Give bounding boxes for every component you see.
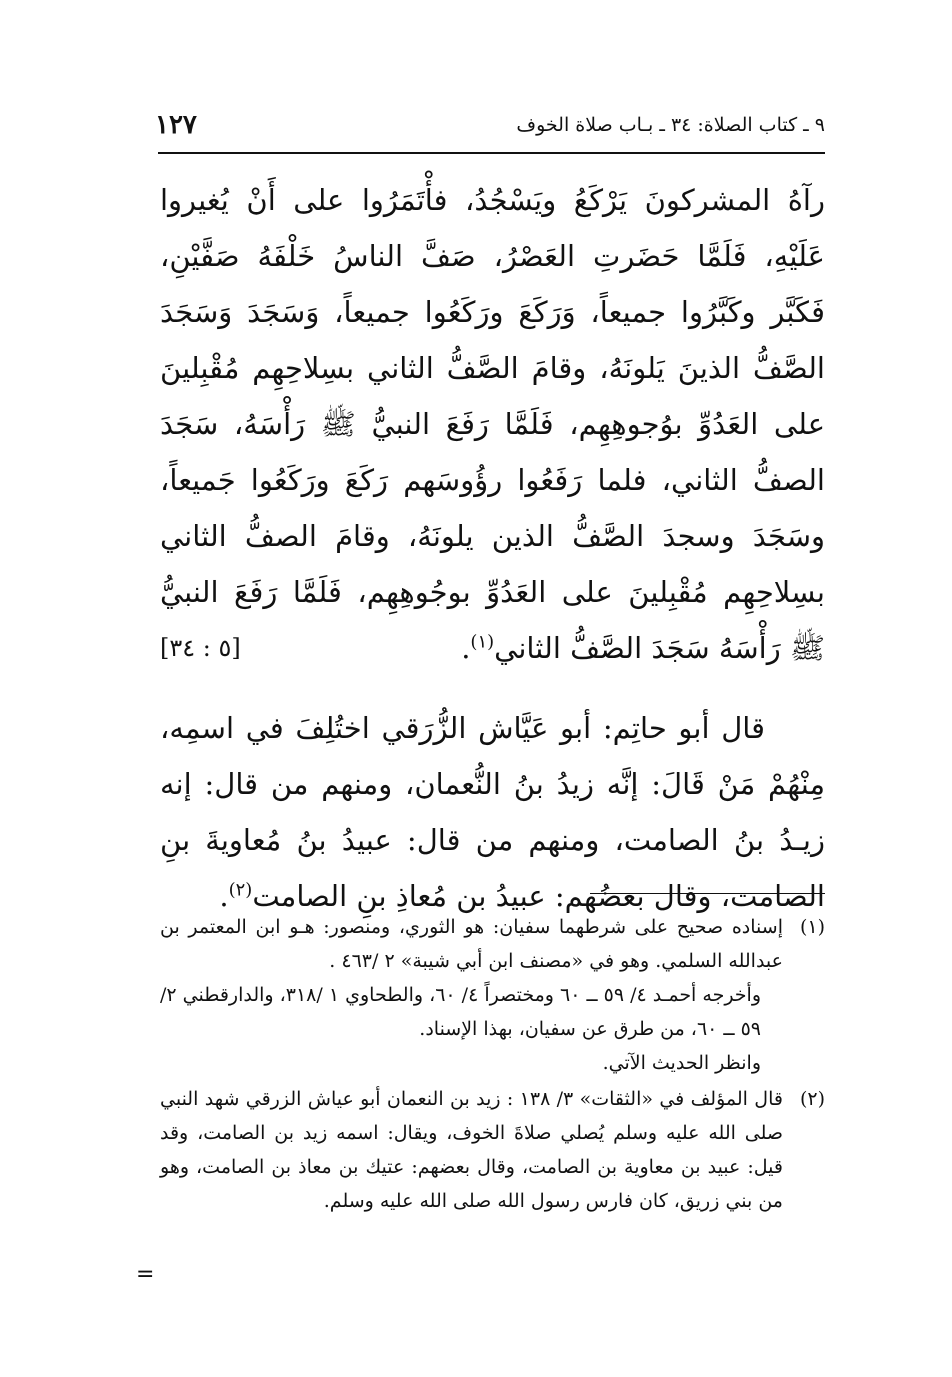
- header-divider: [158, 152, 825, 154]
- commentary-text: قال أبو حاتِم: أبو عَيَّاش الزُّرَقي اختُلِفَ في اسمِه، مِنْهُمْ مَنْ قَالَ: إنَّه زيدُ بنُ النُّعمان، ومنهم من قال: إنه زيـدُ بنُ الصامت، ومنهم من قال: عبيدُ بنُ مُعاويةَ بنِ الصامت، وقال بعضُهم: عبيدُ بن مُعاذِ بنِ الصامت: [160, 711, 825, 913]
- footnote-2: [160, 1082, 825, 1218]
- footnote-1: [160, 910, 825, 1080]
- footnote-number: (٢): [799, 1088, 825, 1110]
- footnote-text: إسناده صحيح على شرطهما سفيان: هو الثوري، ومنصور: هـو ابن المعتمر بن عبدالله السلمي. وهو في «مصنف ابن أبي شيبة» ٢ /٤٦٣ .: [160, 916, 783, 972]
- footnote-text: وانظر الحديث الآتي.: [602, 1052, 761, 1074]
- footnotes: [160, 910, 825, 1220]
- hadith-reference: [٥ : ٣٤]: [160, 634, 241, 662]
- hadith-end: .: [461, 631, 471, 665]
- footnote-text: وأخرجه أحمـد ٤/ ٥٩ ــ ٦٠ ومختصراً ٤/ ٦٠، والطحاوي ١ /٣١٨، والدارقطني ٢/ ٥٩ ــ ٦٠، من طرق عن سفيان، بهذا الإسناد.: [160, 984, 761, 1040]
- chapter-title: ٩ ـ كتاب الصلاة: ٣٤ ـ بـاب صلاة الخوف: [516, 114, 825, 136]
- footnote-text: قال المؤلف في «الثقات» ٣/ ١٣٨ : زيد بن النعمان أبو عياش الزرقي شهد النبي صلى الله عليه وسلم يُصلي صلاةَ الخوف، ويقال: اسمه زيد بن الصامت، وقد قيل: عبيد بن معاوية بن الصامت، وقال بعضهم: عتيك بن معاذ بن الصامت، وهو من بني زريق، كان فارس رسول الله صلى الله عليه وسلم.: [160, 1088, 783, 1212]
- continuation-mark: =: [136, 1262, 155, 1287]
- hadith-paragraph: [160, 172, 825, 676]
- main-text: [160, 172, 825, 924]
- commentary-end: .: [219, 879, 229, 913]
- footnote-marker-1: (١): [470, 631, 495, 653]
- hadith-text: رآهُ المشركونَ يَرْكَعُ ويَسْجُدُ، فأْتَمَرُوا على أَنْ يُغيروا عَلَيْهِ، فَلَمَّا حَضَرتِ العَصْرُ، صَفَّ الناسُ خَلْفَهُ صَفَّيْنِ، فَكَبَّر وكَبَّرُوا جميعاً، وَرَكَعَ ورَكَعُوا جميعاً، وَسَجَدَ وَسَجَدَ الصَّفُّ الذينَ يَلونَهُ، وقامَ الصَّفُّ الثاني بسِلاحِهِم مُقْبِلينَ على العَدُوِّ بوُجوهِهِم، فَلَمَّا رَفَعَ النبيُّ ﷺ رَأْسَهُ، سَجَدَ الصفُّ الثاني، فلما رَفَعُوا رؤُوسَهم رَكَعَ ورَكَعُوا جَميعاً، وسَجَدَ وسجدَ الصَّفُّ الذين يلونَهُ، وقامَ الصفُّ الثاني بسِلاحِهِم مُقْبِلينَ على العَدُوِّ بوجُوهِهِم، فَلَمَّا رَفَعَ النبيُّ ﷺ رَأْسَهُ سَجَدَ الصَّفُّ الثاني: [160, 183, 825, 665]
- running-header: [155, 110, 825, 146]
- page-number: ١٢٧: [155, 110, 197, 140]
- footnote-number: (١): [799, 916, 825, 938]
- footnote-marker-2: (٢): [228, 879, 253, 901]
- footnote-divider: [590, 893, 825, 894]
- commentary-paragraph: [160, 700, 825, 924]
